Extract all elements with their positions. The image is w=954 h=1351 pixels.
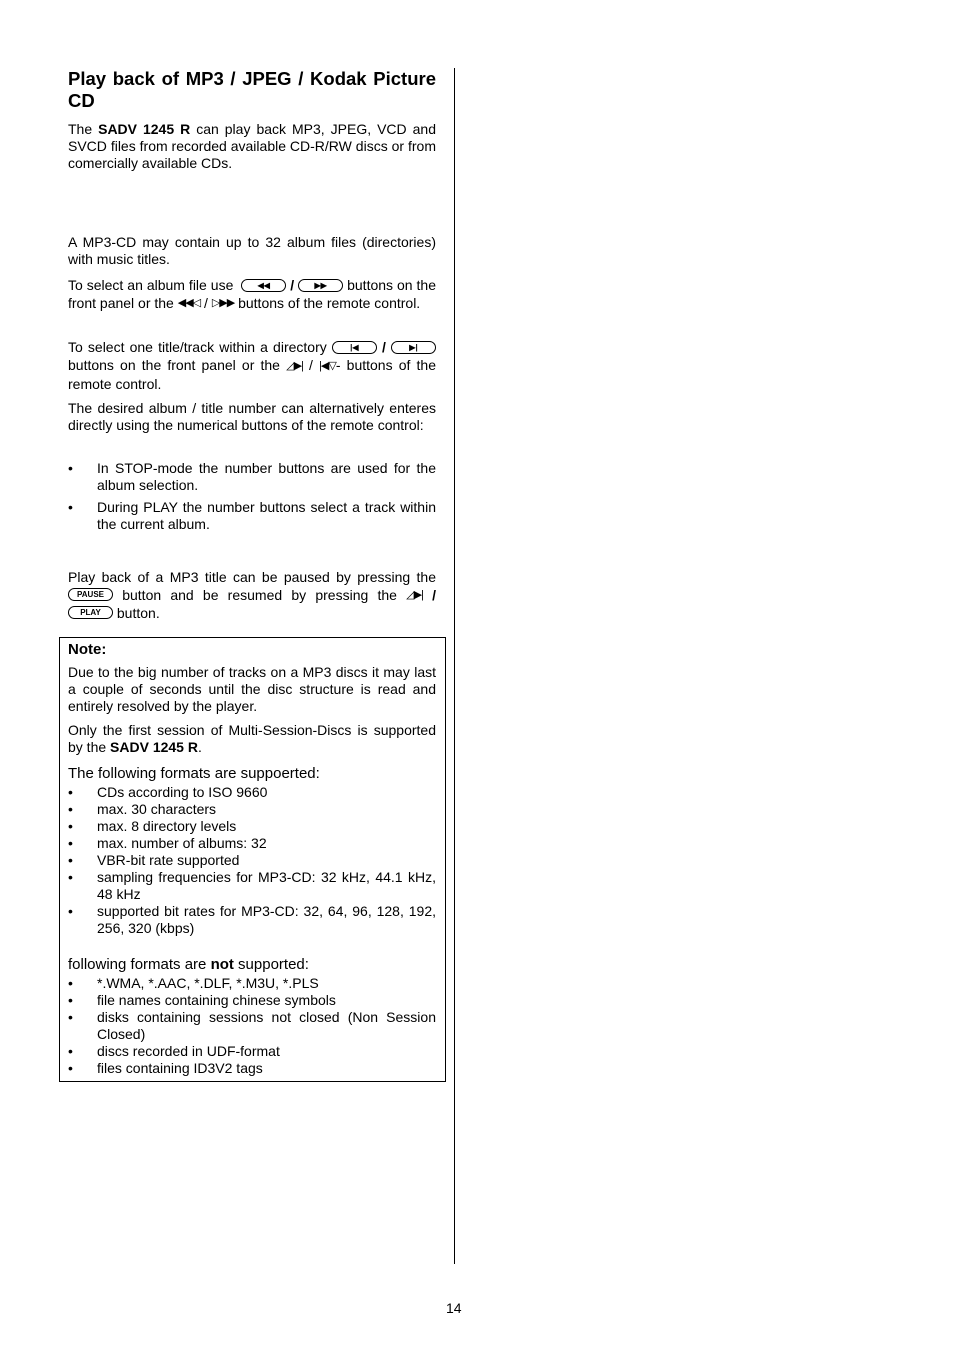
remote-forward-icon: ▷▶▶ (211, 297, 235, 310)
unsupported-heading: following formats are not supported: (68, 956, 309, 973)
list-item: • CDs according to ISO 9660 (68, 784, 268, 800)
supported-heading: The following formats are suppoerted: (68, 765, 320, 782)
fast-forward-button-icon: ▶▶ (298, 279, 343, 292)
list-item: • disks containing sessions not closed (Non Session Closed) (68, 1009, 436, 1042)
number-buttons-list (68, 460, 436, 533)
pause-button-icon: PAUSE (68, 588, 113, 601)
album-info: A MP3-CD may contain up to 32 album files (directories) with music titles. (68, 234, 436, 267)
list-item: • *.WMA, *.AAC, *.DLF, *.M3U, *.PLS (68, 975, 319, 991)
remote-rewind-icon: ◀◀◁ (177, 297, 201, 310)
page-title: Play back of MP3 / JPEG / Kodak Picture CD (68, 68, 436, 111)
remote-next-icon: ◿▶| (286, 360, 303, 373)
list-item: • sampling frequencies for MP3-CD: 32 kHz, 44.1 kHz, 48 kHz (68, 869, 436, 902)
list-item: • file names containing chinese symbols (68, 992, 336, 1008)
page-number: 14 (446, 1300, 462, 1316)
note-box (59, 637, 446, 1082)
list-item: • files containing ID3V2 tags (68, 1060, 263, 1076)
list-item: • VBR-bit rate supported (68, 852, 240, 868)
list-item: • max. 30 characters (68, 801, 217, 817)
list-item: • max. 8 directory levels (68, 818, 237, 834)
unsupported-list (68, 975, 436, 1077)
supported-list (68, 784, 436, 937)
column-divider (454, 68, 455, 1264)
intro-paragraph: The SADV 1245 R can play back MP3, JPEG, VCD and SVCD files from recorded available CD-R/RW discs or from comercially available CDs. (68, 121, 436, 171)
next-track-button-icon: ▶| (391, 341, 436, 354)
previous-track-button-icon: |◀ (332, 341, 377, 354)
play-button-icon: PLAY (68, 606, 113, 619)
list-item: • max. number of albums: 32 (68, 835, 267, 851)
remote-play-icon: ◿▶| (406, 589, 423, 602)
note-paragraph-2: Only the first session of Multi-Session-Discs is supported by the SADV 1245 R. (68, 722, 436, 755)
select-track-paragraph: To select one title/track within a directory |◀ / ▶| buttons on the front panel or the ◿▶| / |◀▽- buttons of the remote control. (68, 339, 436, 393)
pause-paragraph: Play back of a MP3 title can be paused by pressing the PAUSE button and be resumed by pressing the ◿▶| / PLAY button. (68, 569, 437, 621)
rewind-button-icon: ◀◀ (241, 279, 286, 292)
desired-paragraph: The desired album / title number can alternatively enteres directly using the numerical buttons of the remote control: (68, 400, 436, 433)
list-item: • supported bit rates for MP3-CD: 32, 64, 96, 128, 192, 256, 320 (kbps) (68, 903, 436, 936)
select-album-paragraph: To select an album file use ◀◀ / ▶▶ buttons on the front panel or the ◀◀◁ / ▷▶▶ buttons of the remote control. (68, 277, 436, 313)
note-title: Note: (68, 641, 107, 658)
list-item: • During PLAY the number buttons select a track within the current album. (68, 499, 436, 532)
list-item: • In STOP-mode the number buttons are used for the album selection. (68, 460, 436, 493)
note-paragraph-1: Due to the big number of tracks on a MP3 discs it may last a couple of seconds until the disc structure is read and entirely resolved by the player. (68, 664, 436, 714)
remote-previous-icon: |◀▽ (319, 360, 336, 373)
model-name: SADV 1245 R (98, 121, 191, 137)
list-item: • discs recorded in UDF-format (68, 1043, 280, 1059)
